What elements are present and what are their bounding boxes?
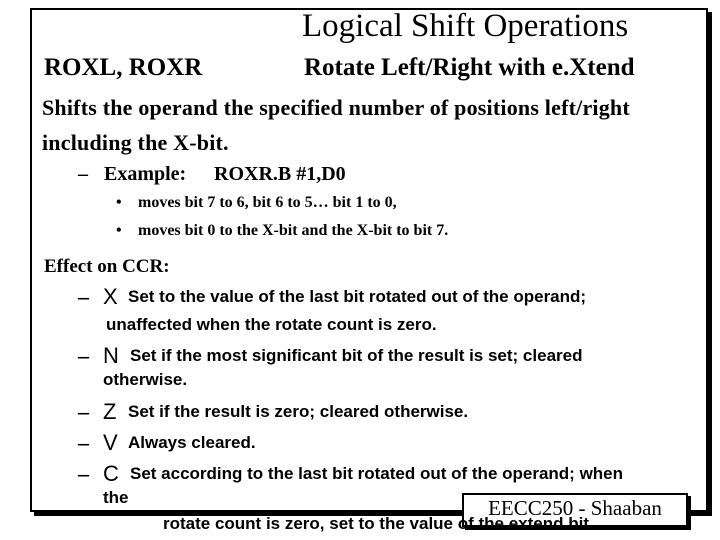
example-bullet-1: moves bit 7 to 6, bit 6 to 5… bit 1 to 0, (138, 194, 397, 211)
ccr-n-line-1: Set if the most significant bit of the result is set; cleared (130, 346, 583, 365)
ccr-dash-x: – (78, 284, 89, 309)
ccr-v-line-1: Always cleared. (128, 433, 256, 452)
bullet-glyph-2: • (116, 222, 122, 239)
ccr-flag-n: N (103, 343, 119, 368)
description-line-2: including the X-bit. (42, 130, 229, 155)
example-dash: – (78, 163, 88, 185)
ccr-flag-c: C (103, 461, 119, 486)
ccr-c-line-3: rotate count is zero, set to the value of the extend bit. (163, 514, 594, 533)
footer-text: EECC250 - Shaaban (488, 496, 662, 520)
ccr-x-line-1: Set to the value of the last bit rotated out of the operand; (128, 287, 587, 306)
ccr-dash-n: – (78, 343, 89, 368)
bullet-glyph-1: • (116, 194, 122, 211)
ccr-dash-v: – (78, 430, 89, 455)
example-code: ROXR.B #1,D0 (214, 163, 346, 185)
ccr-c-line-2: the (103, 488, 129, 507)
instruction-names: ROXL, ROXR (44, 54, 203, 81)
example-label: Example: (104, 163, 187, 185)
instruction-description: Rotate Left/Right with e.Xtend (304, 54, 635, 81)
example-bullet-2: moves bit 0 to the X-bit and the X-bit to bit 7. (138, 222, 449, 239)
ccr-heading: Effect on CCR: (44, 256, 170, 277)
ccr-n-line-2: otherwise. (103, 370, 188, 389)
ccr-dash-z: – (78, 399, 89, 424)
ccr-flag-x: X (103, 284, 118, 309)
slide-title: Logical Shift Operations (302, 8, 629, 44)
ccr-z-line-1: Set if the result is zero; cleared otherwise. (128, 402, 469, 421)
description-line-1: Shifts the operand the specified number of positions left/right (42, 95, 630, 120)
ccr-x-line-2: unaffected when the rotate count is zero. (106, 315, 437, 334)
ccr-flag-z: Z (103, 399, 117, 424)
ccr-c-line-1: Set according to the last bit rotated out of the operand; when (130, 464, 624, 483)
ccr-flag-v: V (103, 430, 118, 455)
ccr-dash-c: – (78, 461, 89, 486)
